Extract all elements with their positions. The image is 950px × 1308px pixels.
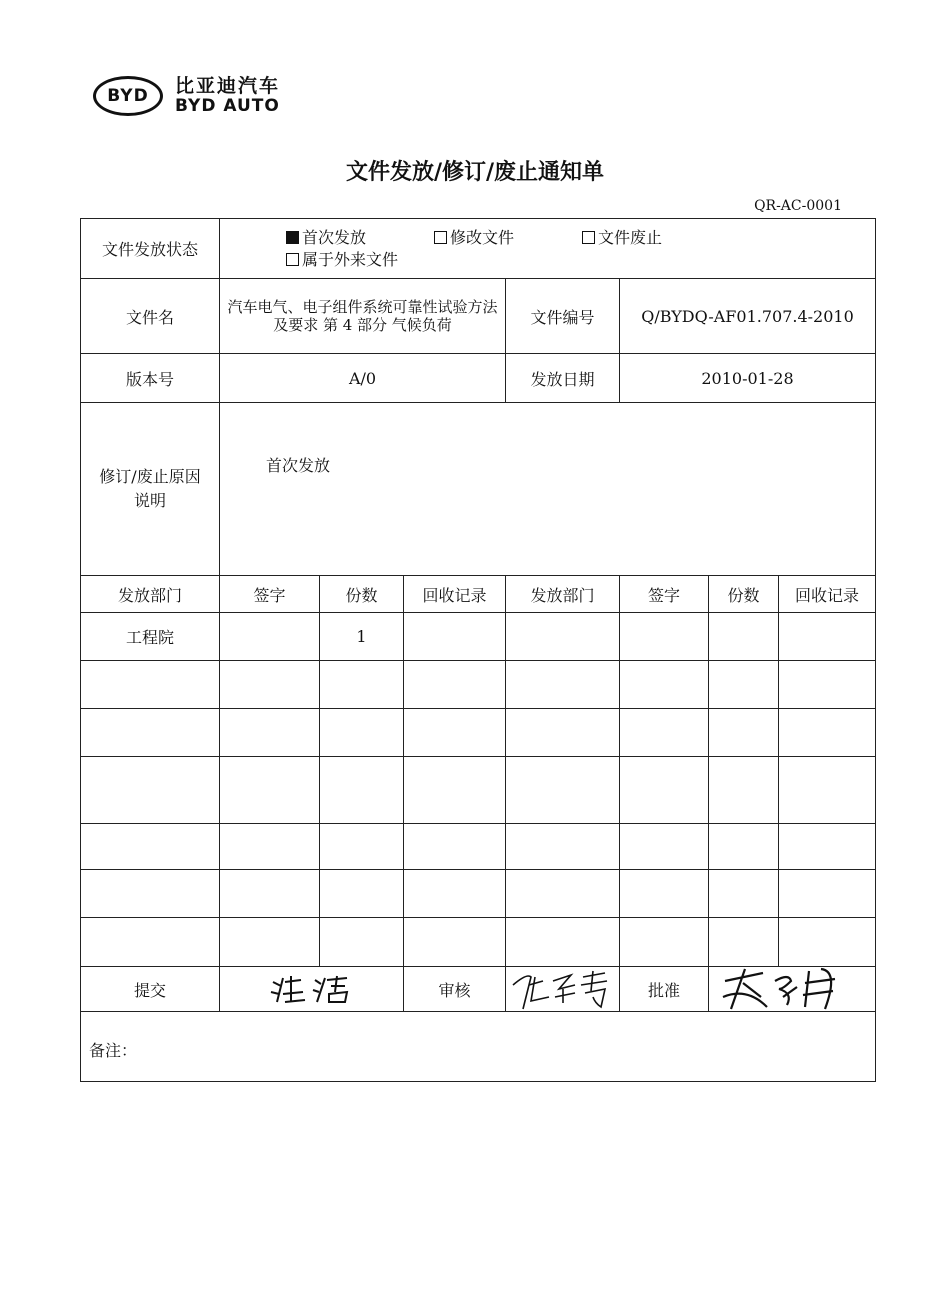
table-cell [320,709,404,757]
table-cell [404,613,506,661]
logo-name-en: BYD AUTO [175,96,280,116]
distribution-header-row [81,576,876,613]
col-header: 份数 [709,576,779,613]
table-cell [709,757,779,824]
table-cell [81,870,220,918]
table-cell [320,661,404,709]
table-cell [620,757,709,824]
table-row [81,918,876,967]
col-header: 签字 [620,576,709,613]
table-cell [81,757,220,824]
table-cell [620,824,709,870]
checkbox-icon [582,231,595,244]
table-cell [506,824,620,870]
table-cell [779,709,876,757]
file-name-value: 汽车电气、电子组件系统可靠性试验方法及要求 第 4 部分 气候负荷 [220,279,506,354]
version-value: A/0 [220,354,506,403]
approve-label: 批准 [620,967,709,1012]
table-cell [779,613,876,661]
reason-value: 首次发放 [220,403,876,576]
table-cell [220,918,320,967]
table-cell [709,918,779,967]
col-header: 份数 [320,576,404,613]
table-cell [506,918,620,967]
table-cell [220,613,320,661]
table-cell [220,870,320,918]
table-cell [620,613,709,661]
table-cell [220,661,320,709]
table-cell [779,918,876,967]
table-cell: 1 [320,613,404,661]
table-cell [220,757,320,824]
table-cell [506,757,620,824]
approval-row [81,967,876,1012]
table-cell [779,661,876,709]
table-cell [779,824,876,870]
logo-name-cn: 比亚迪汽车 [175,75,281,97]
file-number-label: 文件编号 [506,279,620,354]
table-row [81,709,876,757]
status-option-revision[interactable]: 修改文件 [434,227,514,249]
table-cell [404,918,506,967]
table-cell [620,709,709,757]
approve-signature-cell [709,967,876,1012]
table-cell: 工程院 [81,613,220,661]
table-cell [779,870,876,918]
table-cell [81,709,220,757]
form-code: QR-AC-0001 [754,198,842,214]
submit-signature-cell [220,967,404,1012]
table-cell [320,824,404,870]
table-cell [320,918,404,967]
table-cell [779,757,876,824]
status-option-external[interactable]: 属于外来文件 [286,249,398,271]
checkbox-icon [434,231,447,244]
submit-label: 提交 [81,967,220,1012]
file-name-label: 文件名 [81,279,220,354]
col-header: 回收记录 [779,576,876,613]
review-label: 审核 [404,967,506,1012]
issue-date-value: 2010-01-28 [620,354,876,403]
table-cell [81,661,220,709]
review-signature-cell [506,967,620,1012]
table-cell [320,757,404,824]
table-row [81,870,876,918]
status-options [220,219,876,279]
checkbox-checked-icon [286,231,299,244]
remarks-label: 备注： [81,1012,876,1082]
status-row [81,219,876,279]
table-cell [709,870,779,918]
table-cell [620,918,709,967]
table-cell [220,709,320,757]
file-name-row [81,279,876,354]
table-cell [404,757,506,824]
table-cell [404,709,506,757]
logo-text [175,76,280,116]
table-cell [404,870,506,918]
table-row [81,613,876,661]
table-cell [709,613,779,661]
table-cell [506,870,620,918]
table-cell [709,824,779,870]
submit-signature [267,972,357,1006]
table-cell [81,824,220,870]
col-header: 发放部门 [81,576,220,613]
issue-date-label: 发放日期 [506,354,620,403]
version-row [81,354,876,403]
table-cell [709,709,779,757]
col-header: 回收记录 [404,576,506,613]
table-cell [320,870,404,918]
table-cell [81,918,220,967]
status-option-first-issue[interactable]: 首次发放 [286,227,366,249]
table-cell [506,709,620,757]
status-label: 文件发放状态 [81,219,220,279]
notice-form-table [80,218,876,1082]
company-logo [93,76,280,116]
table-row [81,757,876,824]
table-cell [404,824,506,870]
table-cell [709,661,779,709]
byd-badge-icon: BYD [93,76,163,116]
status-option-abolish[interactable]: 文件废止 [582,227,662,249]
review-signature [509,967,619,1011]
remarks-row [81,1012,876,1082]
table-cell [220,824,320,870]
reason-label: 修订/废止原因说明 [81,403,220,576]
table-row [81,661,876,709]
col-header: 发放部门 [506,576,620,613]
table-cell [620,870,709,918]
checkbox-icon [286,253,299,266]
reason-row [81,403,876,576]
file-number-value: Q/BYDQ-AF01.707.4-2010 [620,279,876,354]
table-row [81,824,876,870]
col-header: 签字 [220,576,320,613]
table-cell [404,661,506,709]
table-cell [506,661,620,709]
document-title: 文件发放/修订/废止通知单 [345,159,605,185]
table-cell [506,613,620,661]
table-cell [620,661,709,709]
version-label: 版本号 [81,354,220,403]
approve-signature [717,967,867,1011]
